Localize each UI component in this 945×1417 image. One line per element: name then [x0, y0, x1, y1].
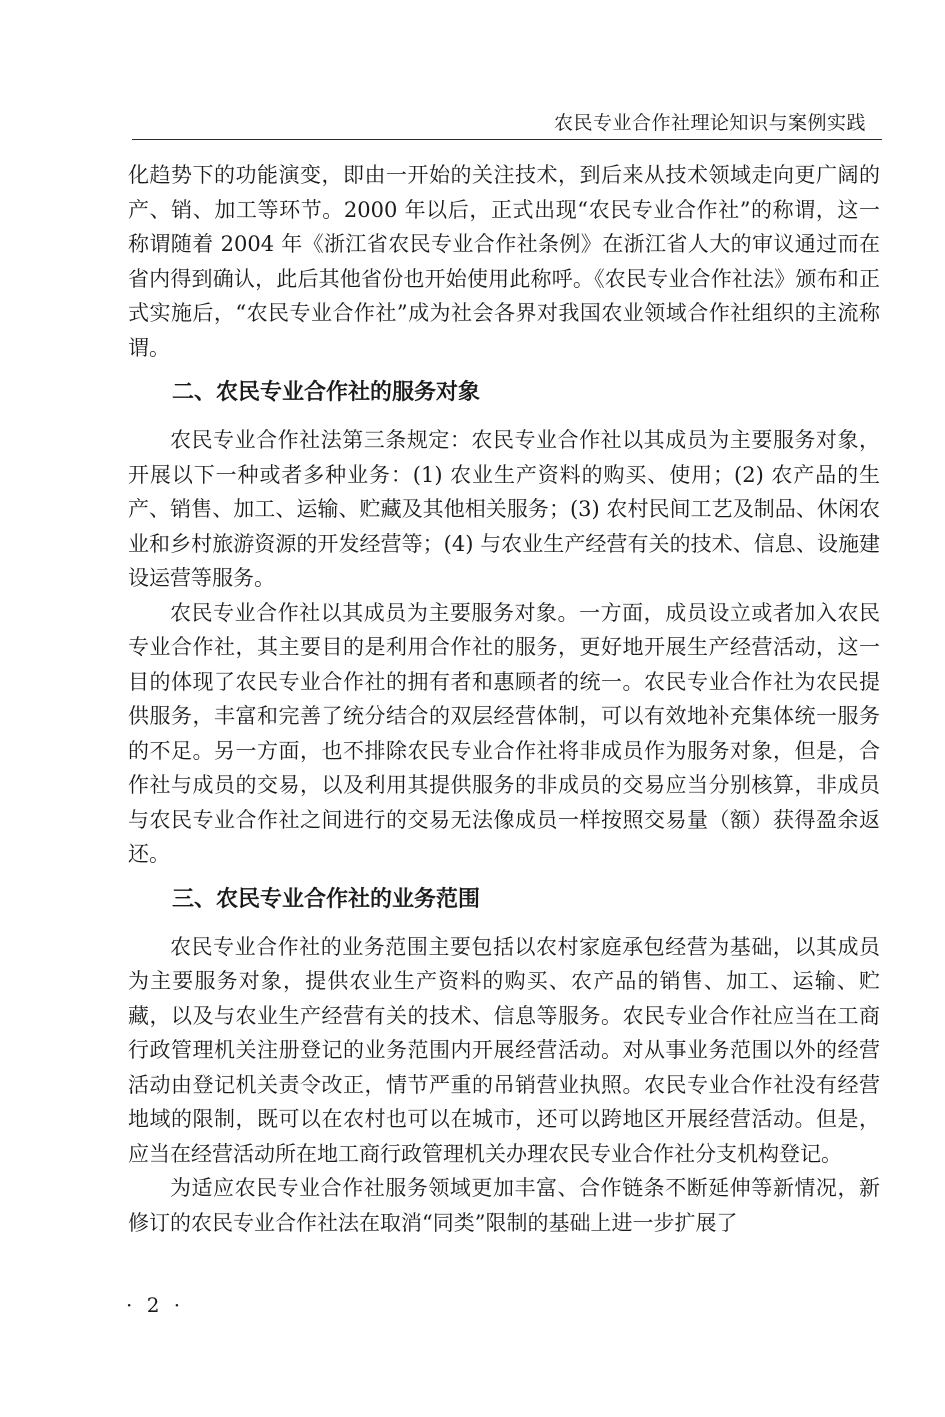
paragraph-business-scope-1: 农民专业合作社的业务范围主要包括以农村家庭承包经营为基础，以其成员为主要服务对象，提供农业生产资料的购买、农产品的销售、加工、运输、贮藏，以及与农业生产经营有关的技术、信息等服务。农民专业合作社应当在工商行政管理机关注册登记的业务范围内开展经营活动。对从事业务范围以外的经营活动由登记机关责令改正，情节严重的吊销营业执照。农民专业合作社没有经营地域的限制，既可以在农村也可以在城市，还可以跨地区开展经营活动。但是，应当在经营活动所在地工商行政管理机关办理农民专业合作社分支机构登记。 — [128, 934, 880, 1166]
section-heading-business-scope: 三、农民专业合作社的业务范围 — [172, 886, 481, 912]
intro-paragraph: 化趋势下的功能演变，即由一开始的关注技术，到后来从技术领域走向更广阔的产、销、加工等环节。2000 年以后，正式出现“农民专业合作社”的称谓，这一称谓随着 2004 年《浙江省农民专业合作社条例》在浙江省人大的审议通过而在省内得到确认，此后其他省份也开始使用此称呼。《农民专业合作社法》颁布和正式实施后，“农民专业合作社”成为社会各界对我国农业领域合作社组织的主流称谓。 — [128, 163, 880, 360]
page-number: · 2 · — [126, 1293, 185, 1317]
page-body — [128, 158, 880, 1240]
section-heading-service-objects: 二、农民专业合作社的服务对象 — [172, 380, 481, 405]
running-header-title: 农民专业合作社理论知识与案例实践 — [553, 112, 866, 134]
header-rule — [132, 139, 882, 140]
paragraph-business-scope-2: 为适应农民专业合作社服务领域更加丰富、合作链条不断延伸等新情况，新修订的农民专业合作社法在取消“同类”限制的基础上进一步扩展了 — [128, 1176, 880, 1235]
paragraph-service-objects-1: 农民专业合作社法第三条规定：农民专业合作社以其成员为主要服务对象，开展以下一种或者多种业务：(1) 农业生产资料的购买、使用；(2) 农产品的生产、销售、加工、运输、贮藏及其他相关服务；(3) 农村民间工艺及制品、休闲农业和乡村旅游资源的开发经营等；(4) 与农业生产经营有关的技术、信息、设施建设运营等服务。 — [128, 428, 880, 590]
paragraph-service-objects-2: 农民专业合作社以其成员为主要服务对象。一方面，成员设立或者加入农民专业合作社，其主要目的是利用合作社的服务，更好地开展生产经营活动，这一目的体现了农民专业合作社的拥有者和惠顾者的统一。农民专业合作社为农民提供服务，丰富和完善了统分结合的双层经营体制，可以有效地补充集体统一服务的不足。另一方面，也不排除农民专业合作社将非成员作为服务对象，但是，合作社与成员的交易，以及利用其提供服务的非成员的交易应当分别核算，非成员与农民专业合作社之间进行的交易无法像成员一样按照交易量（额）获得盈余返还。 — [128, 600, 880, 866]
